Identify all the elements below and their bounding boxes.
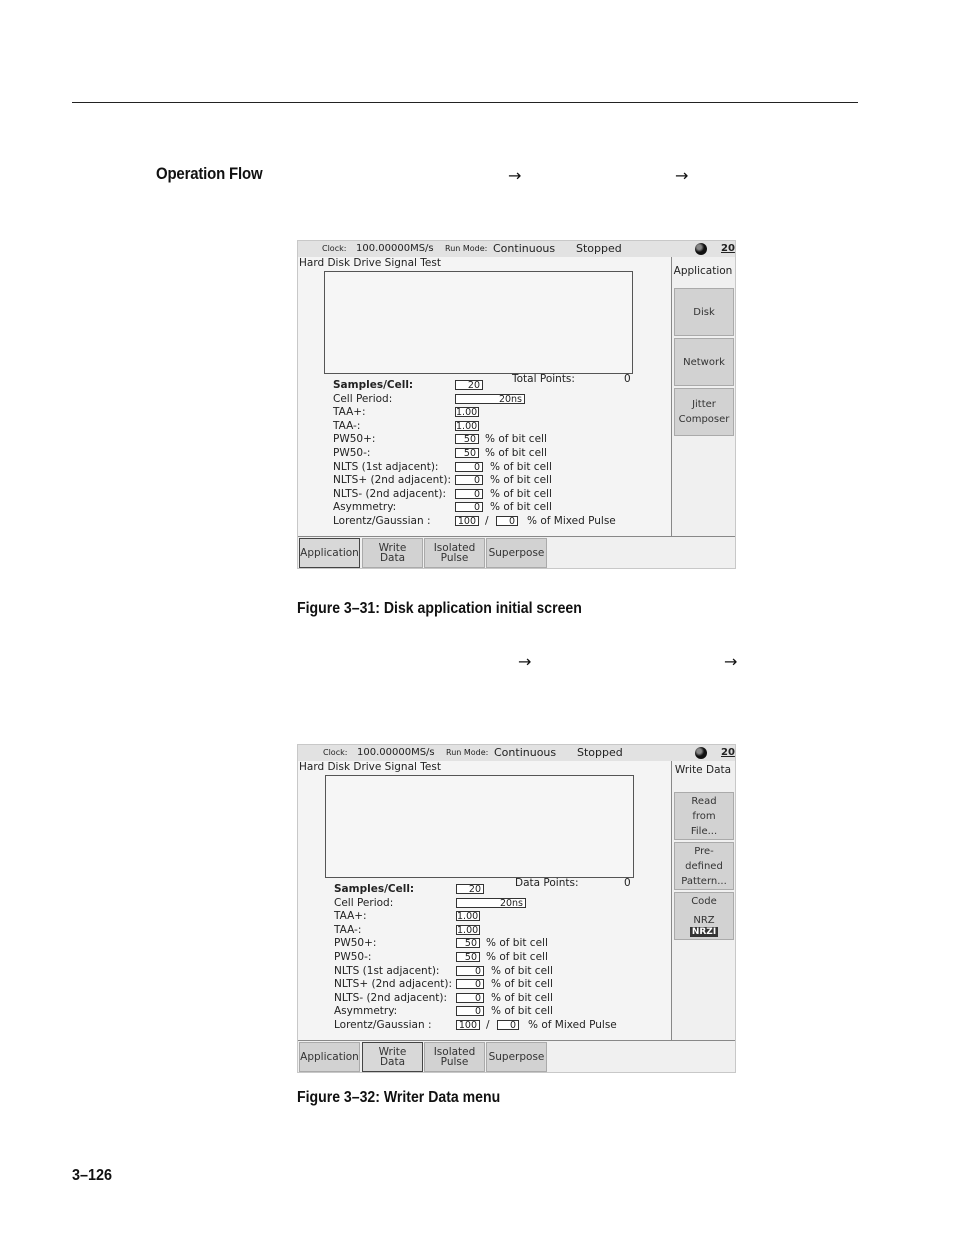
points-value: 0: [624, 373, 631, 385]
run-state: Stopped: [577, 746, 623, 759]
param-unit: % of bit cell: [491, 964, 553, 977]
page-number: 3–126: [72, 1167, 113, 1184]
param-unit: % of bit cell: [486, 950, 548, 963]
side-button-read-from-file[interactable]: Read from File...: [674, 792, 734, 840]
figure-screen-write-data: [297, 744, 736, 1073]
waveform-display: [325, 775, 634, 878]
param-label: Samples/Cell:: [333, 379, 414, 391]
param-field[interactable]: 20: [455, 380, 483, 390]
side-button-network[interactable]: Network: [674, 338, 734, 386]
param-label: NLTS- (2nd adjacent):: [334, 991, 447, 1004]
param-field[interactable]: 0: [456, 993, 484, 1003]
param-nlts-plus-2nd: [333, 474, 663, 488]
param-cell-period: [333, 393, 663, 407]
param-field[interactable]: 20: [456, 884, 484, 894]
main-area: [298, 761, 671, 1040]
param-taa-minus: [333, 420, 663, 434]
param-nlts-1st: [333, 461, 663, 475]
figure-caption: Figure 3–31: Disk application initial screen: [297, 600, 582, 617]
separator: /: [486, 1018, 490, 1031]
side-button-disk[interactable]: Disk: [674, 288, 734, 336]
param-unit: % of bit cell: [485, 446, 547, 459]
figure-screen-disk-initial: [297, 240, 736, 569]
param-nlts-minus-2nd: [333, 488, 663, 502]
param-taa-plus: [334, 910, 664, 924]
param-label: NLTS+ (2nd adjacent):: [334, 978, 452, 991]
bottom-button-application[interactable]: Application: [299, 538, 360, 568]
flow-arrow: →: [518, 652, 532, 671]
param-label: PW50+:: [333, 433, 376, 446]
side-button-predefined-pattern[interactable]: Pre-defined Pattern...: [674, 842, 734, 890]
param-field[interactable]: 0: [456, 1006, 484, 1016]
param-unit: % of Mixed Pulse: [527, 514, 616, 527]
param-samples-per-cell: [334, 883, 664, 897]
param-label: Asymmetry:: [334, 1005, 398, 1018]
param-unit: % of bit cell: [490, 501, 552, 514]
param-label: Asymmetry:: [333, 501, 397, 514]
param-label: TAA-:: [333, 419, 361, 432]
param-nlts-1st: [334, 965, 664, 979]
param-field[interactable]: 1.00: [456, 420, 478, 432]
param-pw50-minus: [334, 951, 664, 965]
param-label: Lorentz/Gaussian :: [333, 514, 431, 527]
param-field[interactable]: 0: [455, 489, 483, 499]
param-unit: % of bit cell: [491, 978, 553, 991]
param-samples-per-cell: [333, 379, 663, 393]
run-indicator-icon: [695, 243, 707, 255]
points-label: Total Points:: [512, 373, 575, 385]
param-cell-period: [334, 897, 664, 911]
bottom-button-write-data[interactable]: Write Data: [362, 538, 423, 568]
lorentz-field[interactable]: 100: [456, 1020, 480, 1030]
bottom-button-superpose[interactable]: Superpose: [486, 538, 547, 568]
param-taa-minus: [334, 924, 664, 938]
param-label: Lorentz/Gaussian :: [334, 1018, 432, 1031]
param-field[interactable]: 50: [456, 938, 480, 948]
param-unit: % of bit cell: [490, 487, 552, 500]
code-option-nrz: NRZ: [693, 915, 715, 926]
parameter-list: [333, 379, 663, 529]
side-button-code[interactable]: [674, 892, 734, 940]
status-bar: [298, 745, 735, 761]
main-area: [298, 257, 671, 536]
run-mode-label: Run Mode:: [445, 244, 488, 253]
param-field[interactable]: 0: [455, 462, 483, 472]
flow-arrow: →: [724, 652, 738, 671]
code-option-nrzi-selected: NRZI: [691, 927, 717, 937]
param-field[interactable]: 1.00: [456, 407, 478, 419]
side-menu: [671, 761, 736, 1040]
param-pw50-plus: [333, 433, 663, 447]
param-field[interactable]: 1.00: [457, 924, 479, 936]
param-lorentz-gaussian: [334, 1019, 664, 1033]
param-label: Samples/Cell:: [334, 883, 415, 895]
param-unit: % of Mixed Pulse: [528, 1018, 617, 1031]
param-nlts-minus-2nd: [334, 992, 664, 1006]
run-mode-label: Run Mode:: [446, 748, 489, 757]
separator: /: [485, 514, 489, 527]
flow-arrow: →: [675, 166, 689, 185]
clock-label: Clock:: [323, 748, 348, 757]
param-label: TAA+:: [333, 406, 366, 419]
param-label: TAA+:: [334, 910, 367, 923]
points-label: Data Points:: [515, 877, 579, 889]
bottom-menu: [298, 536, 735, 569]
param-field[interactable]: 20ns: [456, 898, 526, 908]
param-taa-plus: [333, 406, 663, 420]
param-unit: % of bit cell: [485, 433, 547, 446]
points-value: 0: [624, 877, 631, 889]
param-field[interactable]: 0: [455, 502, 483, 512]
section-title: Operation Flow: [156, 164, 263, 183]
param-asymmetry: [334, 1005, 664, 1019]
app-title: Hard Disk Drive Signal Test: [299, 257, 441, 269]
param-label: NLTS- (2nd adjacent):: [333, 487, 446, 500]
param-unit: % of bit cell: [491, 1005, 553, 1018]
header-rule: [72, 102, 858, 103]
flow-arrow: →: [508, 166, 522, 185]
param-asymmetry: [333, 501, 663, 515]
param-unit: % of bit cell: [490, 460, 552, 473]
param-pw50-minus: [333, 447, 663, 461]
param-field[interactable]: 1.00: [457, 911, 479, 923]
bottom-button-isolated-pulse[interactable]: Isolated Pulse: [424, 538, 485, 568]
param-pw50-plus: [334, 937, 664, 951]
side-menu: [671, 257, 736, 536]
figure-caption: Figure 3–32: Writer Data menu: [297, 1089, 501, 1106]
param-field[interactable]: 0: [455, 475, 483, 485]
bottom-button-application[interactable]: Application: [299, 1042, 360, 1072]
bottom-button-isolated-pulse[interactable]: Isolated Pulse: [424, 1042, 485, 1072]
side-menu-title: Write Data: [674, 764, 732, 776]
run-indicator-icon: [695, 747, 707, 759]
bottom-button-superpose[interactable]: Superpose: [486, 1042, 547, 1072]
param-label: NLTS (1st adjacent):: [333, 460, 439, 473]
gaussian-field[interactable]: 0: [497, 1020, 519, 1030]
param-field[interactable]: 0: [456, 966, 484, 976]
param-label: NLTS+ (2nd adjacent):: [333, 474, 451, 487]
parameter-list: [334, 883, 664, 1033]
param-label: TAA-:: [334, 923, 362, 936]
param-label: NLTS (1st adjacent):: [334, 964, 440, 977]
code-label: Code: [691, 896, 717, 907]
param-label: Cell Period:: [333, 392, 393, 405]
param-label: PW50-:: [333, 446, 371, 459]
param-field[interactable]: 20ns: [455, 394, 525, 404]
side-button-jitter-composer[interactable]: Jitter Composer: [674, 388, 734, 436]
param-unit: % of bit cell: [490, 474, 552, 487]
app-title: Hard Disk Drive Signal Test: [299, 761, 441, 773]
run-state: Stopped: [576, 242, 622, 255]
param-label: PW50-:: [334, 950, 372, 963]
lorentz-field[interactable]: 100: [455, 516, 479, 526]
param-nlts-plus-2nd: [334, 978, 664, 992]
clock-value: 100.00000MS/s: [356, 243, 434, 254]
param-field[interactable]: 0: [456, 979, 484, 989]
bottom-button-write-data[interactable]: Write Data: [362, 1042, 423, 1072]
run-mode-value: Continuous: [493, 242, 556, 255]
status-indicator-number: 20: [721, 243, 735, 254]
param-field[interactable]: 50: [455, 434, 479, 444]
param-field[interactable]: 50: [456, 952, 480, 962]
status-indicator-number: 20: [721, 747, 735, 758]
gaussian-field[interactable]: 0: [496, 516, 518, 526]
param-label: Cell Period:: [334, 896, 394, 909]
param-field[interactable]: 50: [455, 448, 479, 458]
param-label: PW50+:: [334, 937, 377, 950]
status-bar: [298, 241, 735, 257]
run-mode-value: Continuous: [494, 746, 557, 759]
waveform-display: [324, 271, 633, 374]
bottom-menu: [298, 1040, 735, 1073]
param-unit: % of bit cell: [486, 937, 548, 950]
param-lorentz-gaussian: [333, 515, 663, 529]
clock-value: 100.00000MS/s: [357, 747, 435, 758]
clock-label: Clock:: [322, 244, 347, 253]
side-menu-title: Application: [673, 265, 733, 277]
param-unit: % of bit cell: [491, 991, 553, 1004]
